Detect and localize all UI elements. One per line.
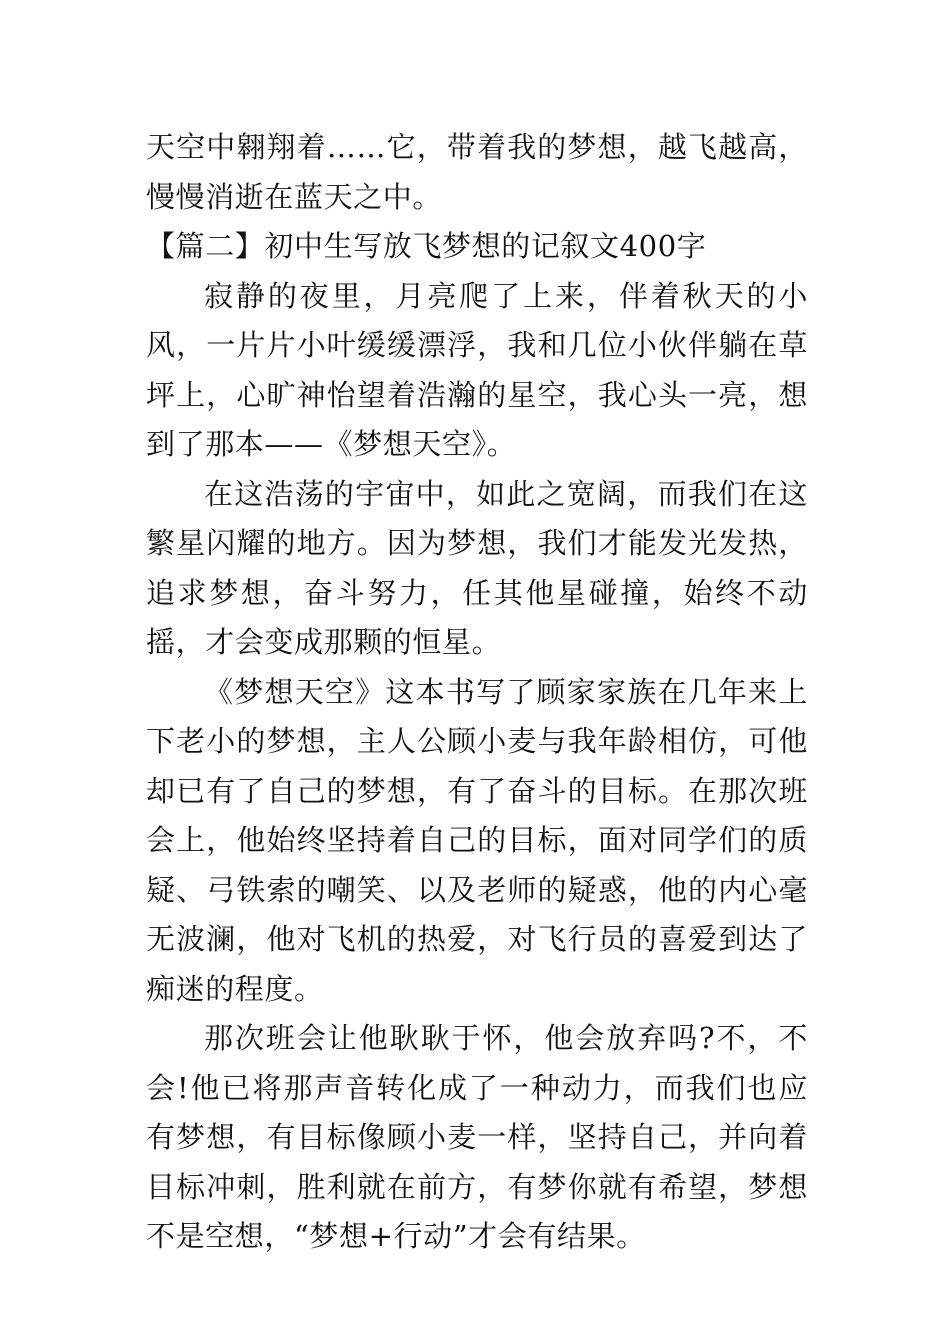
body-paragraph-1: 寂静的夜里，月亮爬了上来，伴着秋天的小风，一片片小叶缓缓漂浮，我和几位小伙伴躺在草坪上，心旷神怡望着浩瀚的星空，我心头一亮，想到了那本——《梦想天空》。	[146, 278, 808, 461]
body-paragraph-4: 那次班会让他耿耿于怀，他会放弃吗?不，不会!他已将那声音转化成了一种动力，而我们也应有梦想，有目标像顾小麦一样，坚持自己，并向着目标冲刺，胜利就在前方，有梦你就有希望，梦想不是空想，“梦想+行动”才会有结果。	[146, 1021, 808, 1253]
section-heading: 【篇二】初中生写放飞梦想的记叙文400字	[146, 229, 707, 263]
body-paragraph-2: 在这浩荡的宇宙中，如此之宽阔，而我们在这繁星闪耀的地方。因为梦想，我们才能发光发热，追求梦想，奋斗努力，任其他星碰撞，始终不动摇，才会变成那颗的恒星。	[146, 476, 808, 659]
continuation-paragraph: 天空中翱翔着……它，带着我的梦想，越飞越高，慢慢消逝在蓝天之中。	[146, 130, 808, 214]
document-body	[146, 123, 808, 1262]
body-paragraph-3: 《梦想天空》这本书写了顾家家族在几年来上下老小的梦想，主人公顾小麦与我年龄相仿，可他却已有了自己的梦想，有了奋斗的目标。在那次班会上，他始终坚持着自己的目标，面对同学们的质疑、弓铁索的嘲笑、以及老师的疑惑，他的内心毫无波澜，他对飞机的热爱，对飞行员的喜爱到达了痴迷的程度。	[146, 674, 808, 1006]
